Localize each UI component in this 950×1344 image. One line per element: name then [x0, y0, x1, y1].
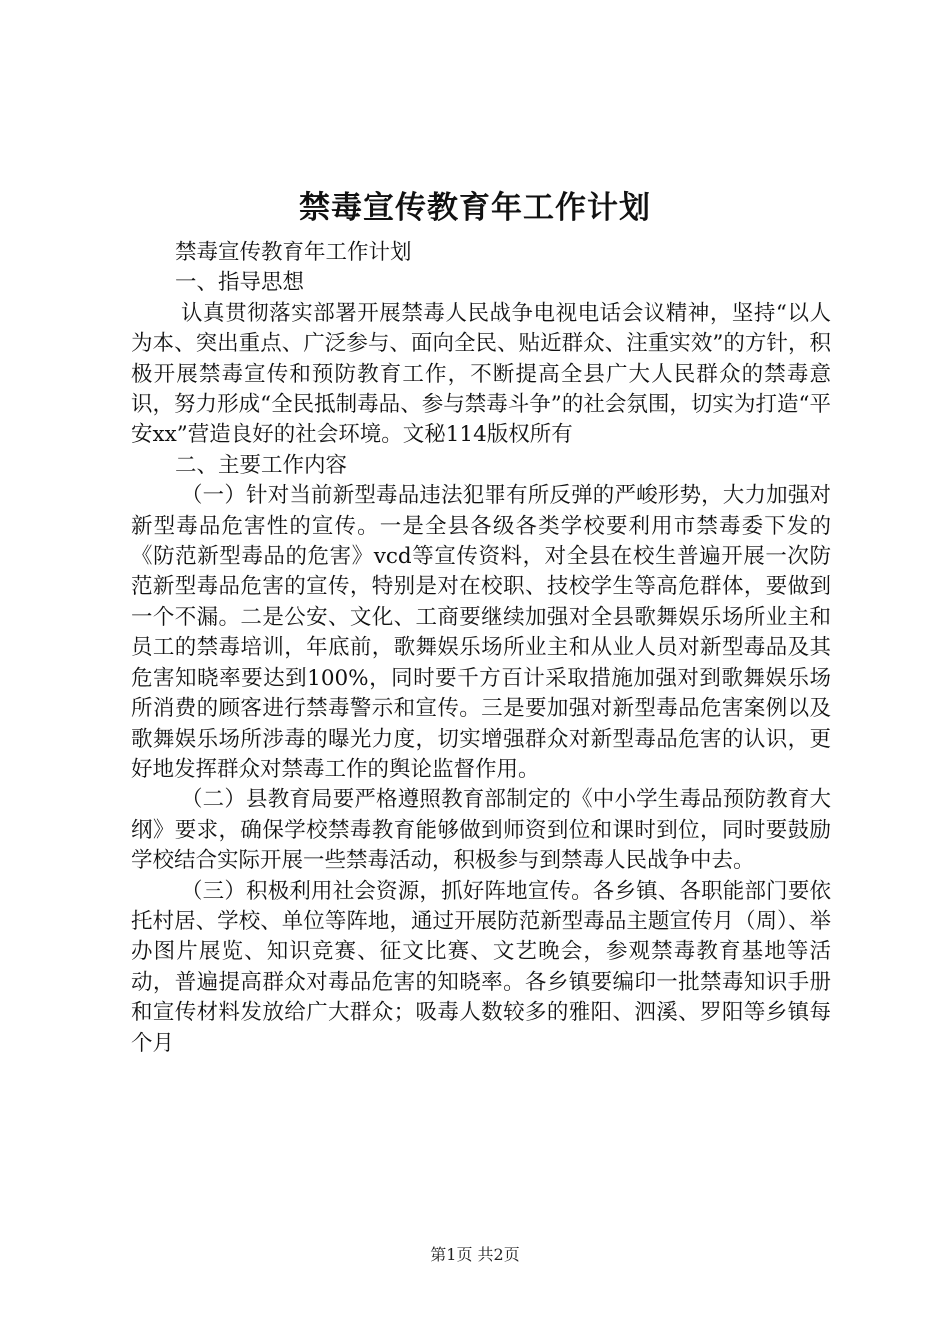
- guiding-ideology-paragraph: 认真贯彻落实部署开展禁毒人民战争电视电话会议精神，坚持“以人为本、突出重点、广泛参与、面向全民、贴近群众、注重实效”的方针，积极开展禁毒宣传和预防教育工作，不断提高全县广大人民群众的禁毒意识，努力形成“全民抵制毒品、参与禁毒斗争”的社会氛围，切实为打造“平安xx”营造良好的社会环境。文秘114版权所有: [131, 300, 831, 448]
- section-heading-guiding-ideology: 一、指导思想: [175, 270, 305, 296]
- document-body: [131, 238, 831, 1059]
- work-item-paragraph-3: （三）积极利用社会资源，抓好阵地宣传。各乡镇、各职能部门要依托村居、学校、单位等阵地，通过开展防范新型毒品主题宣传月（周）、举办图片展览、知识竞赛、征文比赛、文艺晚会，参观禁毒教育基地等活动，普遍提高群众对毒品危害的知晓率。各乡镇要编印一批禁毒知识手册和宣传材料发放给广大群众；吸毒人数较多的雅阳、泗溪、罗阳等乡镇每个月: [131, 878, 831, 1056]
- page-number-footer: 第1页 共2页: [430, 1245, 520, 1264]
- section-heading-main-work: 二、主要工作内容: [175, 452, 348, 478]
- work-item-paragraph-1: （一）针对当前新型毒品违法犯罪有所反弹的严峻形势，大力加强对新型毒品危害性的宣传。一是全县各级各类学校要利用市禁毒委下发的《防范新型毒品的危害》vcd等宣传资料，对全县在校生普遍开展一次防范新型毒品危害的宣传，特别是对在校职、技校学生等高危群体，要做到一个不漏。二是公安、文化、工商要继续加强对全县歌舞娱乐场所业主和员工的禁毒培训，年底前，歌舞娱乐场所业主和从业人员对新型毒品及其危害知晓率要达到100%，同时要千方百计采取措施加强对到歌舞娱乐场所消费的顾客进行禁毒警示和宣传。三是要加强对新型毒品危害案例以及歌舞娱乐场所涉毒的曝光力度，切实增强群众对新型毒品危害的认识，更好地发挥群众对禁毒工作的舆论监督作用。: [131, 483, 831, 782]
- work-item-paragraph-2: （二）县教育局要严格遵照教育部制定的《中小学生毒品预防教育大纲》要求，确保学校禁毒教育能够做到师资到位和课时到位，同时要鼓励学校结合实际开展一些禁毒活动，积极参与到禁毒人民战争中去。: [131, 787, 831, 874]
- document-title: 禁毒宣传教育年工作计划: [299, 190, 651, 226]
- subtitle-paragraph: 禁毒宣传教育年工作计划: [175, 240, 412, 265]
